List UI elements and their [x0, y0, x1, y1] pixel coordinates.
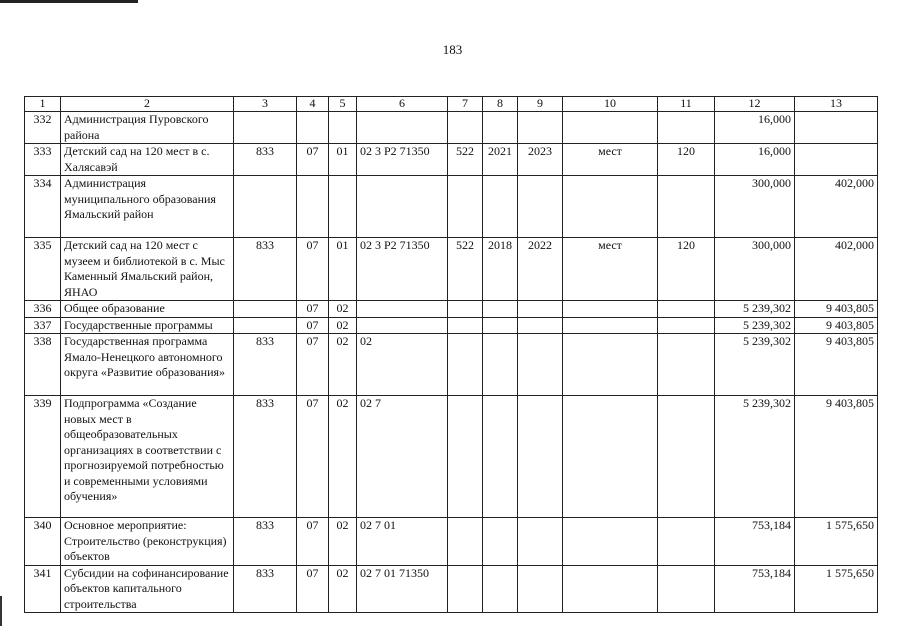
cell-target-article-code: 02 3 P2 71350: [357, 238, 448, 301]
cell-unit: [563, 518, 658, 566]
cell-expense-type-code: 522: [448, 144, 483, 176]
cell-capacity: [658, 518, 715, 566]
cell-start-year: [483, 396, 518, 518]
cell-unit: [563, 176, 658, 238]
cell-row-number: 338: [25, 334, 61, 396]
cell-start-year: [483, 565, 518, 613]
cell-row-number: 341: [25, 565, 61, 613]
cell-amount-year-2: 9 403,805: [795, 301, 878, 318]
cell-start-year: [483, 112, 518, 144]
col-header-5: 5: [329, 97, 357, 112]
cell-target-article-code: [357, 176, 448, 238]
col-header-4: 4: [297, 97, 329, 112]
table-row: [25, 565, 878, 613]
cell-row-name: Государственные программы: [61, 317, 234, 334]
cell-ministry-code: 833: [234, 565, 297, 613]
col-header-8: 8: [483, 97, 518, 112]
cell-amount-year-1: 5 239,302: [715, 301, 795, 318]
cell-start-year: [483, 518, 518, 566]
cell-amount-year-1: 5 239,302: [715, 396, 795, 518]
cell-subsection-code: 02: [329, 301, 357, 318]
cell-end-year: [518, 112, 563, 144]
cell-capacity: [658, 112, 715, 144]
cell-ministry-code: 833: [234, 144, 297, 176]
cell-amount-year-2: [795, 112, 878, 144]
cell-section-code: 07: [297, 518, 329, 566]
cell-target-article-code: 02 3 P2 71350: [357, 144, 448, 176]
cell-end-year: [518, 565, 563, 613]
cell-amount-year-1: 16,000: [715, 112, 795, 144]
cell-expense-type-code: [448, 334, 483, 396]
cell-ministry-code: [234, 176, 297, 238]
cell-amount-year-1: 300,000: [715, 176, 795, 238]
table-row: [25, 301, 878, 318]
cell-end-year: [518, 334, 563, 396]
cell-section-code: 07: [297, 144, 329, 176]
cell-target-article-code: 02 7: [357, 396, 448, 518]
cell-ministry-code: [234, 317, 297, 334]
cell-row-name: Государственная программа Ямало-Ненецкого автономного округа «Развитие образования»: [61, 334, 234, 396]
cell-unit: [563, 317, 658, 334]
table-header: [25, 97, 878, 112]
cell-section-code: 07: [297, 238, 329, 301]
col-header-2: 2: [61, 97, 234, 112]
cell-capacity: [658, 301, 715, 318]
cell-row-name: Общее образование: [61, 301, 234, 318]
cell-capacity: [658, 565, 715, 613]
table-row: [25, 112, 878, 144]
cell-ministry-code: 833: [234, 518, 297, 566]
cell-capacity: [658, 317, 715, 334]
cell-capacity: 120: [658, 144, 715, 176]
table-row: [25, 144, 878, 176]
cell-amount-year-2: 9 403,805: [795, 317, 878, 334]
cell-section-code: 07: [297, 301, 329, 318]
table-row: [25, 238, 878, 301]
cell-start-year: [483, 317, 518, 334]
cell-section-code: 07: [297, 396, 329, 518]
cell-capacity: [658, 334, 715, 396]
cell-end-year: [518, 518, 563, 566]
cell-subsection-code: 02: [329, 317, 357, 334]
cell-amount-year-1: 5 239,302: [715, 334, 795, 396]
cell-unit: [563, 334, 658, 396]
cell-end-year: 2022: [518, 238, 563, 301]
table-row: [25, 396, 878, 518]
table-row: [25, 317, 878, 334]
cell-start-year: 2018: [483, 238, 518, 301]
cell-ministry-code: 833: [234, 238, 297, 301]
cell-section-code: 07: [297, 334, 329, 396]
page-number: 183: [442, 42, 463, 57]
cell-subsection-code: [329, 176, 357, 238]
cell-end-year: [518, 301, 563, 318]
col-header-6: 6: [357, 97, 448, 112]
cell-row-name: Субсидии на софинансирование объектов капитального строительства: [61, 565, 234, 613]
cell-capacity: 120: [658, 238, 715, 301]
cell-unit: мест: [563, 144, 658, 176]
cell-row-name: Администрация Пуровского района: [61, 112, 234, 144]
cell-target-article-code: [357, 112, 448, 144]
cell-expense-type-code: [448, 176, 483, 238]
cell-amount-year-1: 5 239,302: [715, 317, 795, 334]
cell-capacity: [658, 176, 715, 238]
cell-amount-year-2: 1 575,650: [795, 518, 878, 566]
cell-ministry-code: [234, 112, 297, 144]
cell-expense-type-code: [448, 518, 483, 566]
cell-unit: [563, 112, 658, 144]
cell-section-code: 07: [297, 565, 329, 613]
cell-section-code: 07: [297, 317, 329, 334]
cell-expense-type-code: 522: [448, 238, 483, 301]
cell-subsection-code: 02: [329, 396, 357, 518]
cell-row-name: Основное мероприятие: Строительство (реконструкция) объектов: [61, 518, 234, 566]
cell-target-article-code: 02: [357, 334, 448, 396]
cell-row-name: Детский сад на 120 мест с музеем и библиотекой в с. Мыс Каменный Ямальский район, ЯНАО: [61, 238, 234, 301]
cell-amount-year-2: [795, 144, 878, 176]
cell-amount-year-2: 402,000: [795, 238, 878, 301]
cell-row-number: 332: [25, 112, 61, 144]
cell-row-number: 335: [25, 238, 61, 301]
cell-ministry-code: 833: [234, 396, 297, 518]
cell-subsection-code: 01: [329, 238, 357, 301]
cell-unit: [563, 565, 658, 613]
cell-end-year: 2023: [518, 144, 563, 176]
cell-amount-year-2: 9 403,805: [795, 334, 878, 396]
cell-row-name: Подпрограмма «Создание новых мест в общеобразовательных организациях в соответствии с прогнозируемой потребностью и современными условиями обучения»: [61, 396, 234, 518]
cell-end-year: [518, 317, 563, 334]
cell-start-year: [483, 334, 518, 396]
cell-subsection-code: [329, 112, 357, 144]
cell-expense-type-code: [448, 565, 483, 613]
cell-unit: [563, 396, 658, 518]
cell-amount-year-2: 9 403,805: [795, 396, 878, 518]
cell-target-article-code: 02 7 01 71350: [357, 565, 448, 613]
cell-subsection-code: 02: [329, 334, 357, 396]
col-header-7: 7: [448, 97, 483, 112]
cell-end-year: [518, 396, 563, 518]
cell-target-article-code: [357, 317, 448, 334]
table-row: [25, 334, 878, 396]
table-body: [25, 112, 878, 613]
cell-row-name: Администрация муниципального образования Ямальский район: [61, 176, 234, 238]
budget-table: [24, 96, 878, 613]
table-row: [25, 176, 878, 238]
cell-row-number: 336: [25, 301, 61, 318]
col-header-13: 13: [795, 97, 878, 112]
col-header-12: 12: [715, 97, 795, 112]
cell-amount-year-2: 1 575,650: [795, 565, 878, 613]
cell-ministry-code: 833: [234, 334, 297, 396]
cell-amount-year-1: 753,184: [715, 518, 795, 566]
header-row: [25, 97, 878, 112]
cell-subsection-code: 02: [329, 518, 357, 566]
col-header-9: 9: [518, 97, 563, 112]
col-header-3: 3: [234, 97, 297, 112]
cell-ministry-code: [234, 301, 297, 318]
table-row: [25, 518, 878, 566]
cell-expense-type-code: [448, 317, 483, 334]
cell-amount-year-1: 16,000: [715, 144, 795, 176]
cell-section-code: [297, 176, 329, 238]
cell-subsection-code: 02: [329, 565, 357, 613]
cell-subsection-code: 01: [329, 144, 357, 176]
cell-expense-type-code: [448, 112, 483, 144]
col-header-10: 10: [563, 97, 658, 112]
cell-row-number: 334: [25, 176, 61, 238]
cell-amount-year-1: 300,000: [715, 238, 795, 301]
scan-edge-mark: [0, 0, 138, 3]
cell-target-article-code: [357, 301, 448, 318]
cell-start-year: 2021: [483, 144, 518, 176]
cell-unit: мест: [563, 238, 658, 301]
col-header-11: 11: [658, 97, 715, 112]
cell-section-code: [297, 112, 329, 144]
col-header-1: 1: [25, 97, 61, 112]
cell-target-article-code: 02 7 01: [357, 518, 448, 566]
scan-edge-mark-left: [0, 596, 2, 626]
cell-start-year: [483, 301, 518, 318]
cell-unit: [563, 301, 658, 318]
cell-amount-year-2: 402,000: [795, 176, 878, 238]
cell-expense-type-code: [448, 396, 483, 518]
cell-row-number: 337: [25, 317, 61, 334]
cell-row-number: 339: [25, 396, 61, 518]
cell-row-number: 340: [25, 518, 61, 566]
cell-capacity: [658, 396, 715, 518]
cell-expense-type-code: [448, 301, 483, 318]
cell-start-year: [483, 176, 518, 238]
cell-end-year: [518, 176, 563, 238]
cell-amount-year-1: 753,184: [715, 565, 795, 613]
cell-row-name: Детский сад на 120 мест в с. Халясавэй: [61, 144, 234, 176]
cell-row-number: 333: [25, 144, 61, 176]
